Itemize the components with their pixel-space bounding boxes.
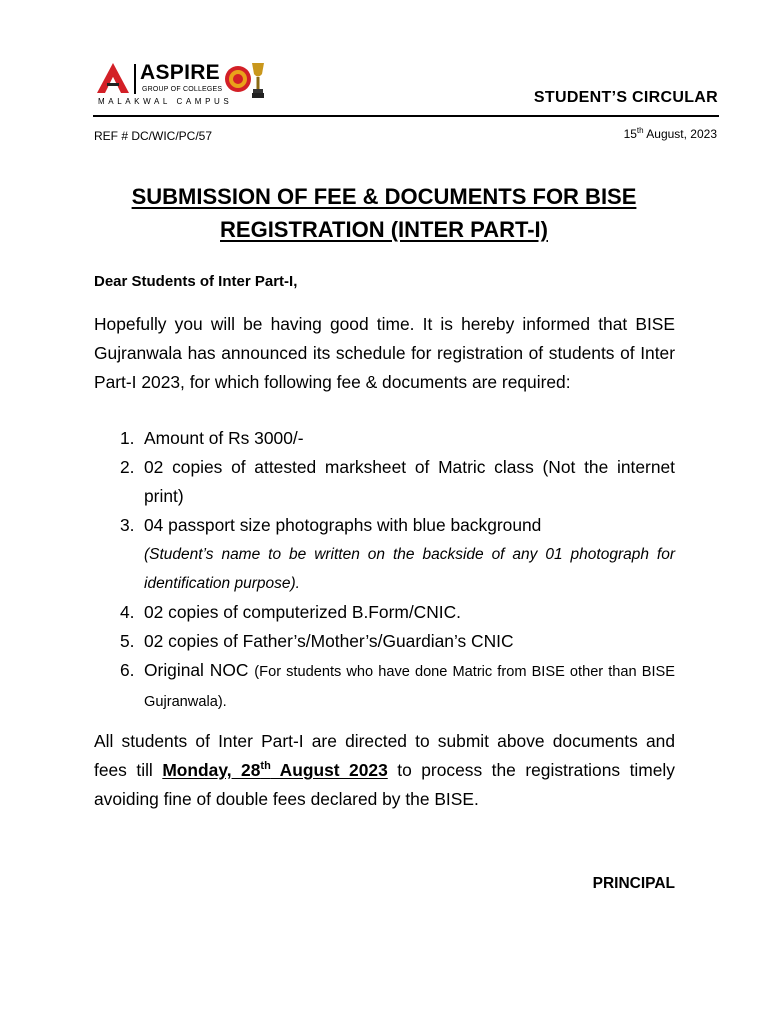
- signature-principal: PRINCIPAL: [592, 875, 675, 892]
- item-text: 02 copies of computerized B.Form/CNIC.: [144, 602, 462, 622]
- item-text: 02 copies of attested marksheet of Matric class (Not the internet print): [144, 457, 675, 506]
- intro-paragraph: Hopefully you will be having good time. It is hereby informed that BISE Gujranwala has announced its schedule for registration of students of Inter Part-I 2023, for which following fee & documents are required:: [94, 314, 675, 392]
- item-note: (Student’s name to be written on the backside of any 01 photograph for identification purpose).: [144, 546, 675, 592]
- item-number: 2.: [120, 457, 135, 477]
- date-rest: August, 2023: [643, 127, 717, 141]
- circular-heading: STUDENT’S CIRCULAR: [533, 89, 718, 106]
- closing-paragraph: [94, 727, 675, 814]
- item-note: (For students who have done Matric from BISE other than BISE Gujranwala).: [144, 664, 675, 710]
- deadline-date: [162, 760, 387, 780]
- salutation: Dear Students of Inter Part-I,: [94, 273, 298, 290]
- seal-icon: [224, 62, 252, 98]
- requirements-list: [94, 424, 675, 716]
- list-item: [94, 424, 675, 453]
- logo-divider: [134, 64, 136, 94]
- list-item: [94, 453, 675, 511]
- closing-text-start: All students of Inter Part-I are directed to submit above documents and fees till: [94, 731, 675, 780]
- item-number: 5.: [120, 631, 135, 651]
- list-item: [94, 511, 675, 598]
- item-text: Original NOC: [144, 660, 249, 680]
- title-line-2: REGISTRATION (INTER PART-I): [220, 217, 548, 242]
- issue-date: [624, 127, 717, 141]
- logo-brand: ASPIRE: [140, 61, 220, 84]
- deadline-month: August 2023: [270, 760, 388, 780]
- deadline-day: Monday, 28: [162, 760, 261, 780]
- trophy-icon: [250, 60, 266, 100]
- item-text: 04 passport size photographs with blue background: [144, 515, 542, 535]
- item-number: 4.: [120, 602, 135, 622]
- aspire-a-icon: [96, 62, 130, 94]
- deadline-suffix: th: [260, 760, 271, 773]
- item-text: Amount of Rs 3000/-: [144, 428, 304, 448]
- list-item: [94, 656, 675, 716]
- list-item: [94, 598, 675, 627]
- closing-text-end: to process the registrations timely avoiding fine of double fees declared by the BISE.: [94, 760, 675, 809]
- date-day: 15: [623, 127, 637, 141]
- circular-title: [94, 180, 674, 246]
- header-divider: [93, 115, 719, 117]
- logo-subtitle: GROUP OF COLLEGES: [142, 86, 223, 93]
- date-suffix: th: [636, 126, 644, 135]
- item-number: 3.: [120, 515, 135, 535]
- title-line-1: SUBMISSION OF FEE & DOCUMENTS FOR BISE: [131, 184, 637, 209]
- reference-number: REF # DC/WIC/PC/57: [94, 129, 213, 143]
- logo-campus: MALAKWAL CAMPUS: [98, 97, 233, 106]
- item-number: 6.: [120, 660, 135, 680]
- aspire-logo: [96, 60, 271, 110]
- item-text: 02 copies of Father’s/Mother’s/Guardian’s CNIC: [144, 631, 514, 651]
- list-item: [94, 627, 675, 656]
- item-number: 1.: [120, 428, 135, 448]
